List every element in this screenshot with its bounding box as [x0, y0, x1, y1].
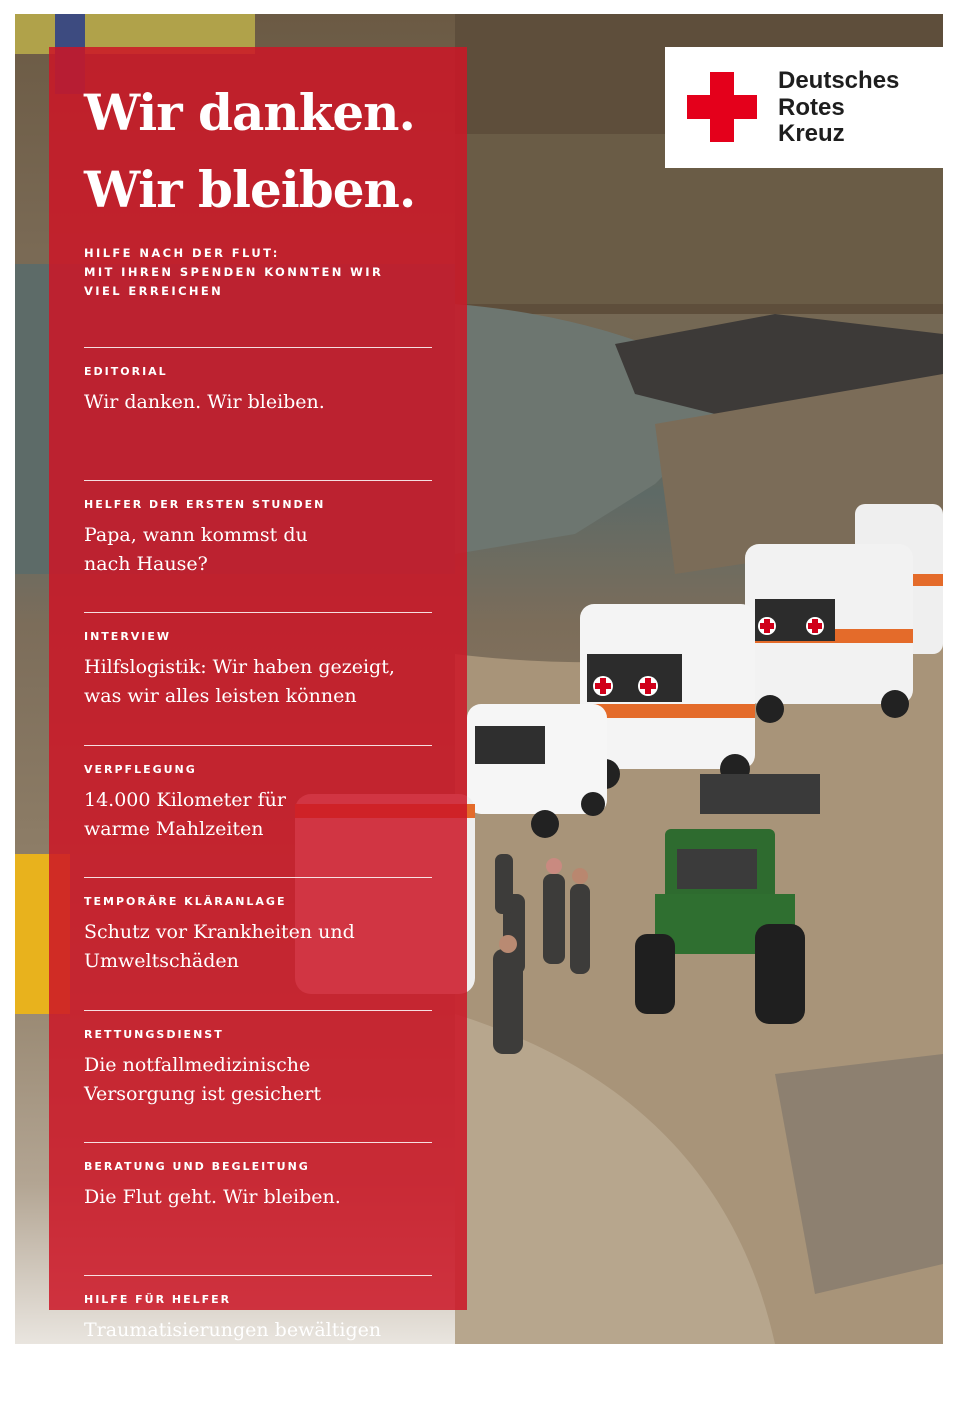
logo-wordmark [778, 68, 899, 148]
toc-title: Die Flut geht. Wir bleiben. [84, 1183, 432, 1212]
toc-category: INTERVIEW [84, 630, 171, 643]
drk-logo [665, 47, 943, 168]
logo-line-2: Rotes [778, 95, 899, 122]
red-cross-icon-bar [687, 95, 757, 119]
toc-title: Hilfslogistik: Wir haben gezeigt, was wir alles leisten können [84, 653, 432, 711]
headline-line-1: Wir danken. [84, 74, 415, 151]
toc-title: Die notfallmedizinische Versorgung ist gesichert [84, 1051, 359, 1109]
toc-category: RETTUNGSDIENST [84, 1028, 224, 1041]
logo-line-3: Kreuz [778, 121, 899, 148]
toc-item[interactable] [84, 1142, 432, 1275]
table-of-contents [84, 347, 432, 1407]
toc-category: HELFER DER ERSTEN STUNDEN [84, 498, 325, 511]
headline-line-2: Wir bleiben. [84, 151, 415, 228]
toc-title: Traumatisierungen bewältigen [84, 1316, 432, 1345]
subheading-line-3: VIEL ERREICHEN [84, 282, 424, 301]
toc-item[interactable] [84, 745, 432, 878]
toc-title: Wir danken. Wir bleiben. [84, 388, 432, 417]
logo-line-1: Deutsches [778, 68, 899, 95]
subheading-line-2: MIT IHREN SPENDEN KONNTEN WIR [84, 263, 424, 282]
subheading [84, 244, 424, 301]
contents-panel [49, 47, 467, 1310]
subheading-line-1: HILFE NACH DER FLUT: [84, 244, 424, 263]
toc-title: Schutz vor Krankheiten und Umweltschäden [84, 918, 384, 976]
toc-title: 14.000 Kilometer für warme Mahlzeiten [84, 786, 334, 844]
toc-item[interactable] [84, 1275, 432, 1407]
toc-item[interactable] [84, 480, 432, 613]
toc-category: EDITORIAL [84, 365, 168, 378]
toc-item[interactable] [84, 1010, 432, 1143]
toc-item[interactable] [84, 612, 432, 745]
toc-item[interactable] [84, 877, 432, 1010]
headline [84, 74, 415, 228]
toc-category: HILFE FÜR HELFER [84, 1293, 231, 1306]
toc-title: Papa, wann kommst du nach Hause? [84, 521, 344, 579]
toc-item[interactable] [84, 347, 432, 480]
toc-category: VERPFLEGUNG [84, 763, 197, 776]
toc-category: TEMPORÄRE KLÄRANLAGE [84, 895, 286, 908]
toc-category: BERATUNG UND BEGLEITUNG [84, 1160, 310, 1173]
